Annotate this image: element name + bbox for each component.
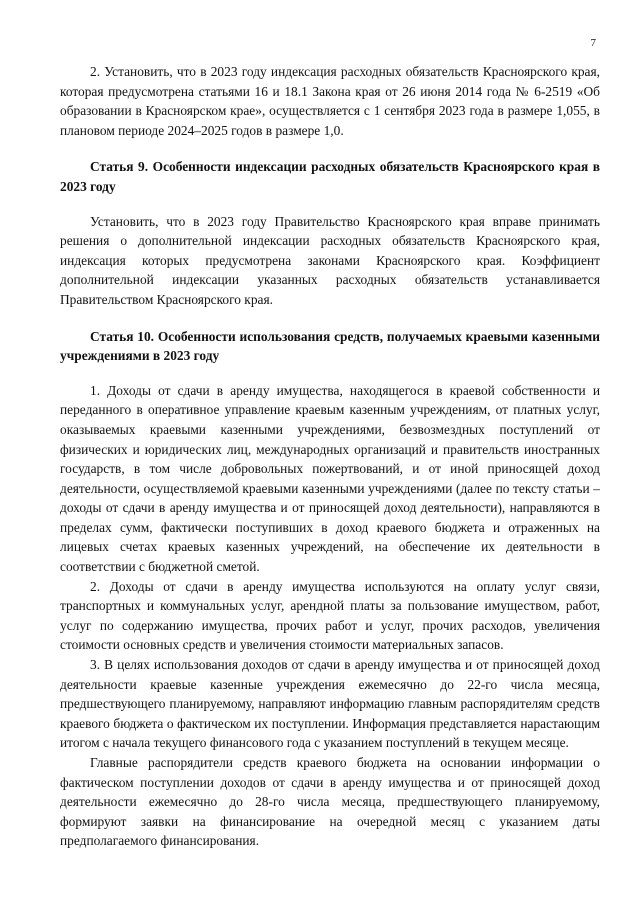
article-9-heading: Статья 9. Особенности индексации расходных обязательств Красноярского края в 2023 году [60,159,600,194]
article-10-paragraph-4: Главные распорядители средств краевого бюджета на основании информации о фактическом поступлении доходов от сдачи в аренду имущества и от приносящей доход деятельности ежемесячно до 28-го числа месяца, предшествующего планируемому, формируют заявки на финансирование на очередной месяц с указанием даты предполагаемого финансирования. [60,755,600,849]
article-10-paragraph-2: 2. Доходы от сдачи в аренду имущества используются на оплату услуг связи, транспортных и коммунальных услуг, арендной платы за пользование имуществом, работ, услуг по содержанию имущества, прочих работ и услуг, прочих расходов, увеличения стоимости основных средств и увеличения стоимости материальных запасов. [60,578,600,653]
document-body [60,62,600,851]
page-number: 7 [590,37,596,49]
article-9-text: Установить, что в 2023 году Правительство Красноярского края вправе принимать решения о дополнительной индексации расходных обязательств Красноярского края, индексация которых предусмотрена законами Красноярского края. Коэффициент дополнительной индексации указанных расходных обязательств устанавливается Правительством Красноярского края. [60,213,600,307]
paragraph-indexation-education: 2. Установить, что в 2023 году индексация расходных обязательств Красноярского края, которая предусмотрена статьями 16 и 18.1 Закона края от 26 июня 2014 года № 6-2519 «Об образовании в Красноярском крае», осуществляется с 1 сентября 2023 года в размере 1,055, в плановом периоде 2024–2025 годов в размере 1,0. [60,64,600,138]
article-10-heading: Статья 10. Особенности использования средств, получаемых краевыми казенными учреждениями в 2023 году [60,328,600,364]
article-10-paragraph-3: 3. В целях использования доходов от сдачи в аренду имущества и от приносящей доход деятельности краевые казенные учреждения ежемесячно до 22-го числа месяца, предшествующего планируемому, направляют информацию главным распорядителям средств краевого бюджета о фактическом их поступлении. Информация представляется нарастающим итогом с начала текущего финансового года с указанием поступлений в текущем месяце. [60,657,600,751]
article-10-paragraph-1: 1. Доходы от сдачи в аренду имущества, находящегося в краевой собственности и переданного в оперативное управление краевым казенным учреждениям, от платных услуг, оказываемых краевыми казенными учреждениями, безвозмездных поступлений от физических и юридических лиц, международных организаций и правительств иностранных государств, в том числе добровольных пожертвований, и от иной приносящей доход деятельности, осуществляемой краевыми казенными учреждениями (далее по тексту статьи – доходы от сдачи в аренду имущества и от приносящей доход деятельности), направляются в пределах сумм, фактически поступивших в доход краевого бюджета и отраженных на лицевых счетах краевых казенных учреждений, на обеспечение их деятельности в соответствии с бюджетной сметой. [60,382,600,575]
